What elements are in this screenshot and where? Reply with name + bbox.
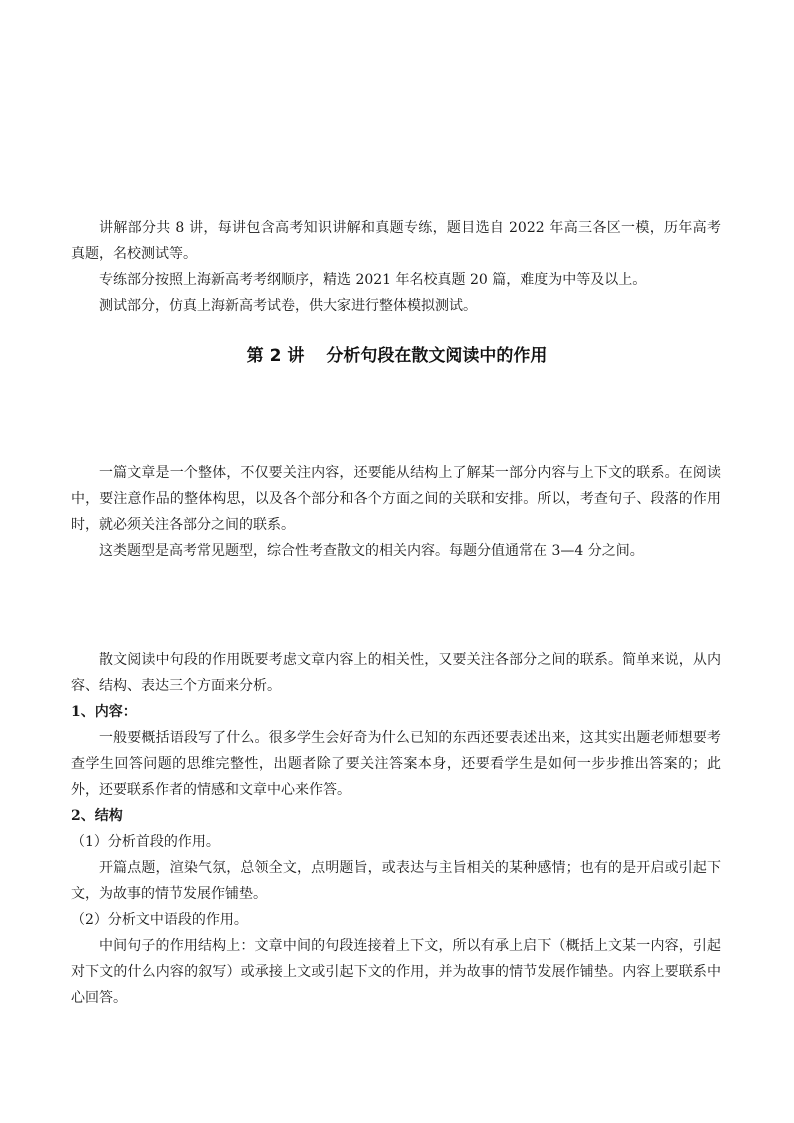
method-paragraph-first: 开篇点题，渲染气氛，总领全文，点明题旨，或表达与主旨相关的某种感情；也有的是开启或引起下文，为故事的情节发展作铺垫。 bbox=[71, 860, 721, 902]
overview-paragraph-score: 这类题型是高考常见题型，综合性考查散文的相关内容。每题分值通常在 3—4 分之间。 bbox=[99, 543, 644, 559]
subheading-first-paragraph: （1）分析首段的作用。 bbox=[71, 834, 220, 850]
section-heading-content: 1、内容： bbox=[71, 704, 137, 720]
intro-paragraph-practice: 专练部分按照上海新高考考纲顺序，精选 2021 年名校真题 20 篇，难度为中等及以上。 bbox=[99, 272, 647, 288]
subheading-middle-paragraph: （2）分析文中语段的作用。 bbox=[71, 912, 248, 928]
method-paragraph-middle: 中间句子的作用结构上：文章中间的句段连接着上下文，所以有承上启下（概括上文某一内容，引起对下文的什么内容的叙写）或承接上文或引起下文的作用，并为故事的情节发展作铺垫。内容上要联系中心回答。 bbox=[71, 938, 721, 1006]
intro-section bbox=[71, 215, 721, 319]
lecture-title bbox=[0, 343, 794, 369]
intro-paragraph-test: 测试部分，仿真上海新高考试卷，供大家进行整体模拟测试。 bbox=[99, 298, 477, 314]
lecture-topic: 分析句段在散文阅读中的作用 bbox=[326, 346, 548, 366]
method-paragraph-intro: 散文阅读中句段的作用既要考虑文章内容上的相关性，又要关注各部分之间的联系。简单来说，从内容、结构、表达三个方面来分析。 bbox=[71, 652, 721, 694]
method-section bbox=[71, 647, 721, 1011]
overview-section bbox=[71, 460, 721, 564]
method-paragraph-content: 一般要概括语段写了什么。很多学生会好奇为什么已知的东西还要表述出来，这其实出题老师想要考查学生回答问题的思维完整性，出题者除了要关注答案本身，还要看学生是如何一步步推出答案的；此外，还要联系作者的情感和文章中心来作答。 bbox=[71, 730, 721, 798]
section-heading-structure: 2、结构 bbox=[71, 808, 123, 824]
overview-paragraph-whole: 一篇文章是一个整体，不仅要关注内容，还要能从结构上了解某一部分内容与上下文的联系。在阅读中，要注意作品的整体构思，以及各个部分和各个方面之间的关联和安排。所以，考查句子、段落的作用时，就必须关注各部分之间的联系。 bbox=[71, 465, 721, 533]
lecture-number: 第 2 讲 bbox=[246, 346, 305, 366]
intro-paragraph-lectures: 讲解部分共 8 讲，每讲包含高考知识讲解和真题专练，题目选自 2022 年高三各区一模，历年高考真题，名校测试等。 bbox=[71, 220, 721, 262]
